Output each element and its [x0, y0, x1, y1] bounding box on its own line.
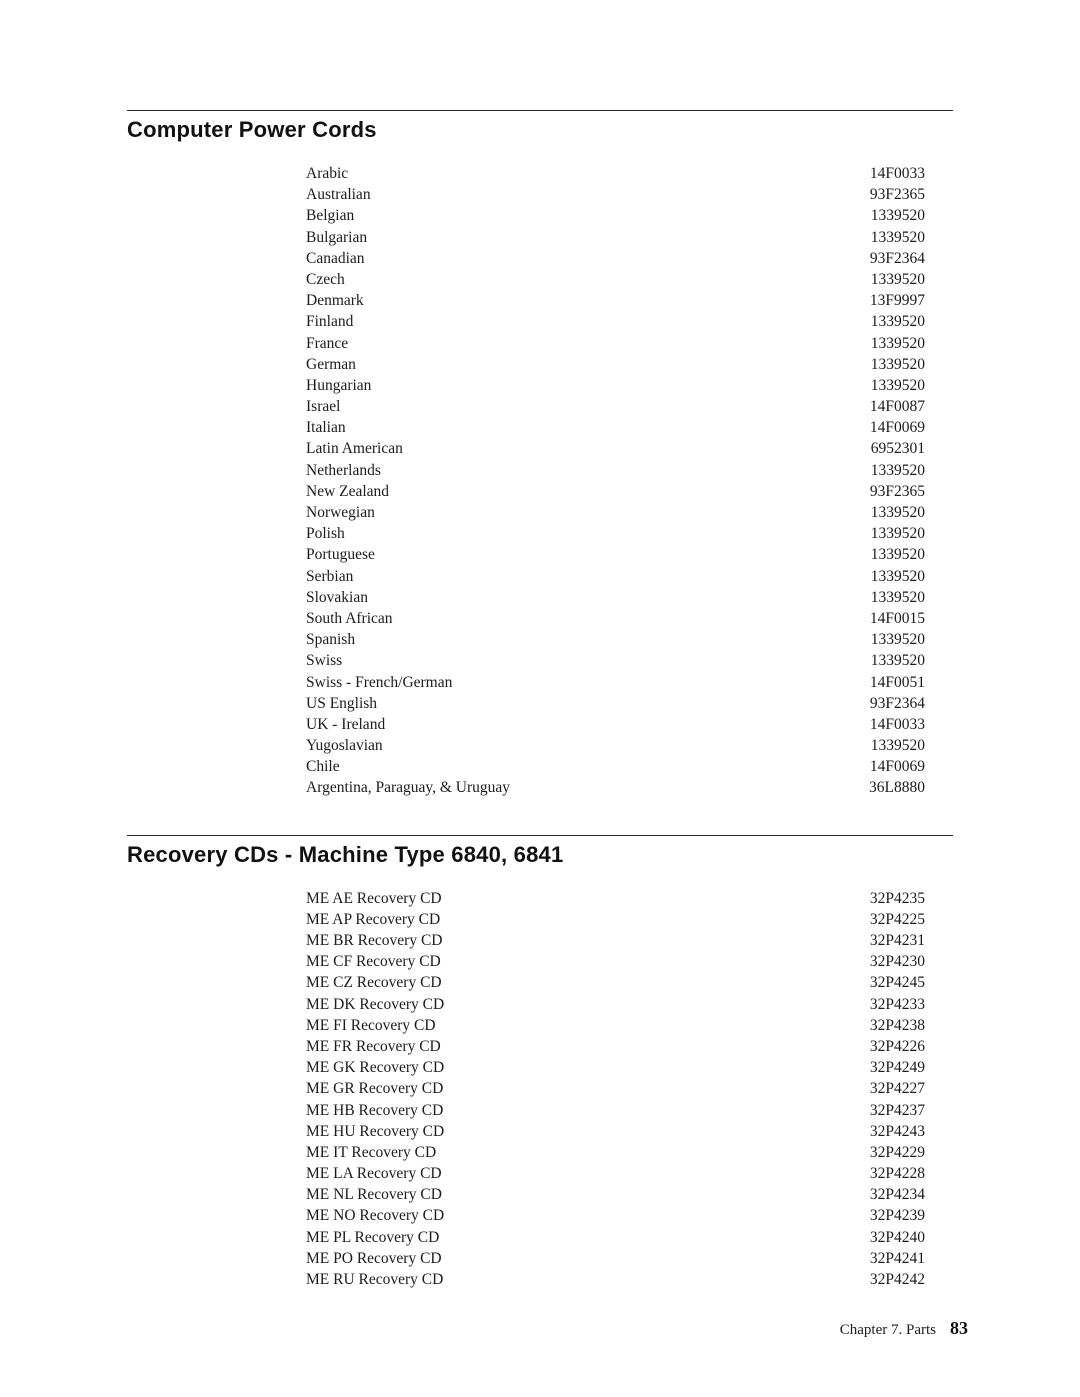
- part-description: South African: [306, 609, 393, 627]
- part-number: 32P4238: [869, 1016, 925, 1034]
- part-number: 36L8880: [869, 779, 925, 797]
- parts-row: [306, 1227, 925, 1248]
- part-number: 1339520: [870, 737, 925, 755]
- part-description: Netherlands: [306, 461, 381, 479]
- part-number: 1339520: [870, 228, 925, 246]
- part-number: 32P4240: [869, 1228, 925, 1246]
- parts-row: [306, 608, 925, 629]
- parts-row: [306, 629, 925, 650]
- part-description: Chile: [306, 758, 340, 776]
- parts-row: [306, 269, 925, 290]
- part-description: Norwegian: [306, 504, 375, 521]
- part-description: Israel: [306, 398, 341, 416]
- part-number: 1339520: [870, 546, 925, 564]
- part-number: 14F0069: [869, 758, 925, 776]
- part-description: ME RU Recovery CD: [306, 1271, 444, 1288]
- parts-row: [306, 1248, 925, 1269]
- parts-row: [306, 756, 925, 777]
- part-description: Bulgarian: [306, 228, 368, 246]
- section-recovery-cds: [127, 835, 953, 1291]
- part-number: 93F2364: [869, 694, 925, 712]
- section-rule: [127, 110, 953, 111]
- parts-row: [306, 1163, 925, 1184]
- part-number: 32P4228: [869, 1165, 925, 1183]
- parts-row: [306, 311, 925, 332]
- part-description: ME AE Recovery CD: [306, 889, 442, 907]
- part-number: 32P4249: [869, 1059, 925, 1077]
- part-number: 1339520: [870, 504, 925, 521]
- parts-row: [306, 1036, 925, 1057]
- parts-row: [306, 396, 925, 417]
- part-description: ME HU Recovery CD: [306, 1122, 445, 1140]
- part-description: ME LA Recovery CD: [306, 1165, 442, 1183]
- parts-row: [306, 930, 925, 951]
- footer-chapter-label: Chapter 7. Parts: [839, 1322, 936, 1338]
- footer-page-number: 83: [950, 1318, 968, 1338]
- part-number: 32P4239: [869, 1207, 925, 1225]
- section-computer-power-cords: [127, 110, 953, 799]
- part-description: Spanish: [306, 631, 356, 649]
- part-description: ME BR Recovery CD: [306, 932, 443, 949]
- part-number: 14F0015: [869, 609, 925, 627]
- parts-row: [306, 693, 925, 714]
- parts-row: [306, 672, 925, 693]
- part-description: Yugoslavian: [306, 737, 383, 755]
- part-number: 1339520: [870, 631, 925, 649]
- parts-row: [306, 333, 925, 354]
- part-description: ME CF Recovery CD: [306, 953, 441, 971]
- parts-row: [306, 502, 925, 523]
- part-description: Finland: [306, 313, 354, 331]
- part-number: 1339520: [870, 652, 925, 670]
- parts-row: [306, 1121, 925, 1142]
- part-number: 32P4242: [869, 1271, 925, 1288]
- part-number: 32P4230: [869, 953, 925, 971]
- parts-row: [306, 227, 925, 248]
- part-number: 32P4245: [869, 974, 925, 992]
- part-description: ME NL Recovery CD: [306, 1186, 442, 1204]
- part-number: 32P4225: [869, 910, 925, 928]
- parts-row: [306, 714, 925, 735]
- part-description: Serbian: [306, 567, 354, 585]
- part-description: ME GR Recovery CD: [306, 1080, 444, 1098]
- part-description: Hungarian: [306, 376, 372, 394]
- parts-row: [306, 650, 925, 671]
- page-content: [127, 0, 953, 1290]
- parts-row: [306, 1057, 925, 1078]
- part-description: New Zealand: [306, 482, 390, 500]
- part-description: Czech: [306, 270, 345, 288]
- part-description: Canadian: [306, 249, 365, 267]
- parts-row: [306, 438, 925, 459]
- part-number: 32P4226: [869, 1037, 925, 1055]
- part-number: 1339520: [870, 376, 925, 394]
- parts-row: [306, 1269, 925, 1290]
- part-description: ME DK Recovery CD: [306, 995, 445, 1013]
- parts-row: [306, 972, 925, 993]
- part-number: 32P4233: [869, 995, 925, 1013]
- part-number: 14F0033: [869, 165, 925, 182]
- part-description: ME IT Recovery CD: [306, 1143, 437, 1161]
- part-number: 32P4234: [869, 1186, 925, 1204]
- part-number: 93F2365: [869, 482, 925, 500]
- parts-row: [306, 994, 925, 1015]
- part-description: Polish: [306, 525, 345, 543]
- part-number: 1339520: [870, 355, 925, 373]
- part-description: ME FR Recovery CD: [306, 1037, 441, 1055]
- part-description: ME FI Recovery CD: [306, 1016, 436, 1034]
- part-number: 1339520: [870, 588, 925, 606]
- parts-row: [306, 354, 925, 375]
- part-number: 14F0051: [869, 673, 925, 691]
- parts-row: [306, 163, 925, 184]
- section-title: Computer Power Cords: [127, 117, 377, 142]
- parts-row: [306, 888, 925, 909]
- parts-row: [306, 290, 925, 311]
- part-description: UK - Ireland: [306, 715, 386, 733]
- part-number: 1339520: [870, 461, 925, 479]
- parts-row: [306, 544, 925, 565]
- part-number: 1339520: [870, 567, 925, 585]
- part-description: ME PO Recovery CD: [306, 1249, 442, 1267]
- part-description: France: [306, 334, 349, 352]
- parts-row: [306, 460, 925, 481]
- part-description: US English: [306, 694, 378, 712]
- parts-row: [306, 205, 925, 226]
- part-number: 1339520: [870, 525, 925, 543]
- parts-row: [306, 777, 925, 798]
- parts-row: [306, 481, 925, 502]
- parts-row: [306, 375, 925, 396]
- part-number: 6952301: [870, 440, 925, 458]
- parts-row: [306, 909, 925, 930]
- part-description: Portuguese: [306, 546, 375, 564]
- parts-row: [306, 1184, 925, 1205]
- part-description: ME HB Recovery CD: [306, 1101, 444, 1119]
- part-number: 32P4237: [869, 1101, 925, 1119]
- parts-row: [306, 1142, 925, 1163]
- part-description: Latin American: [306, 440, 403, 458]
- part-number: 32P4231: [869, 932, 925, 949]
- recovery-cds-list: [306, 888, 925, 1291]
- part-number: 1339520: [870, 313, 925, 331]
- part-number: 32P4227: [869, 1080, 925, 1098]
- part-description: Belgian: [306, 207, 355, 225]
- part-number: 14F0033: [869, 715, 925, 733]
- part-number: 14F0069: [869, 419, 925, 437]
- parts-row: [306, 951, 925, 972]
- parts-row: [306, 523, 925, 544]
- section-rule: [127, 835, 953, 836]
- parts-row: [306, 1100, 925, 1121]
- part-description: Swiss: [306, 652, 343, 670]
- part-number: 14F0087: [869, 398, 925, 416]
- parts-row: [306, 587, 925, 608]
- part-description: Slovakian: [306, 588, 368, 606]
- section-title: Recovery CDs - Machine Type 6840, 6841: [127, 841, 564, 867]
- part-number: 1339520: [870, 270, 925, 288]
- parts-row: [306, 1015, 925, 1036]
- part-description: Argentina, Paraguay, & Uruguay: [306, 779, 511, 797]
- parts-row: [306, 1205, 925, 1226]
- part-number: 32P4229: [869, 1143, 925, 1161]
- part-description: Italian: [306, 419, 346, 437]
- part-description: Denmark: [306, 292, 364, 310]
- power-cords-list: [306, 163, 925, 799]
- part-description: ME AP Recovery CD: [306, 910, 441, 928]
- part-description: Arabic: [306, 165, 349, 182]
- part-description: ME CZ Recovery CD: [306, 974, 442, 992]
- part-number: 32P4235: [869, 889, 925, 907]
- part-number: 1339520: [870, 334, 925, 352]
- page-footer: [840, 1318, 968, 1339]
- part-description: ME GK Recovery CD: [306, 1059, 445, 1077]
- part-number: 1339520: [870, 207, 925, 225]
- top-margin: [127, 0, 953, 110]
- part-description: German: [306, 355, 356, 373]
- part-number: 93F2365: [869, 186, 925, 204]
- part-description: Australian: [306, 186, 371, 204]
- part-number: 13F9997: [869, 292, 925, 310]
- part-description: ME PL Recovery CD: [306, 1228, 440, 1246]
- part-number: 32P4243: [869, 1122, 925, 1140]
- part-description: ME NO Recovery CD: [306, 1207, 445, 1225]
- part-description: Swiss - French/German: [306, 673, 453, 691]
- part-number: 93F2364: [869, 249, 925, 267]
- parts-row: [306, 735, 925, 756]
- part-number: 32P4241: [869, 1249, 925, 1267]
- parts-row: [306, 417, 925, 438]
- parts-row: [306, 1078, 925, 1099]
- parts-row: [306, 248, 925, 269]
- parts-row: [306, 184, 925, 205]
- parts-row: [306, 566, 925, 587]
